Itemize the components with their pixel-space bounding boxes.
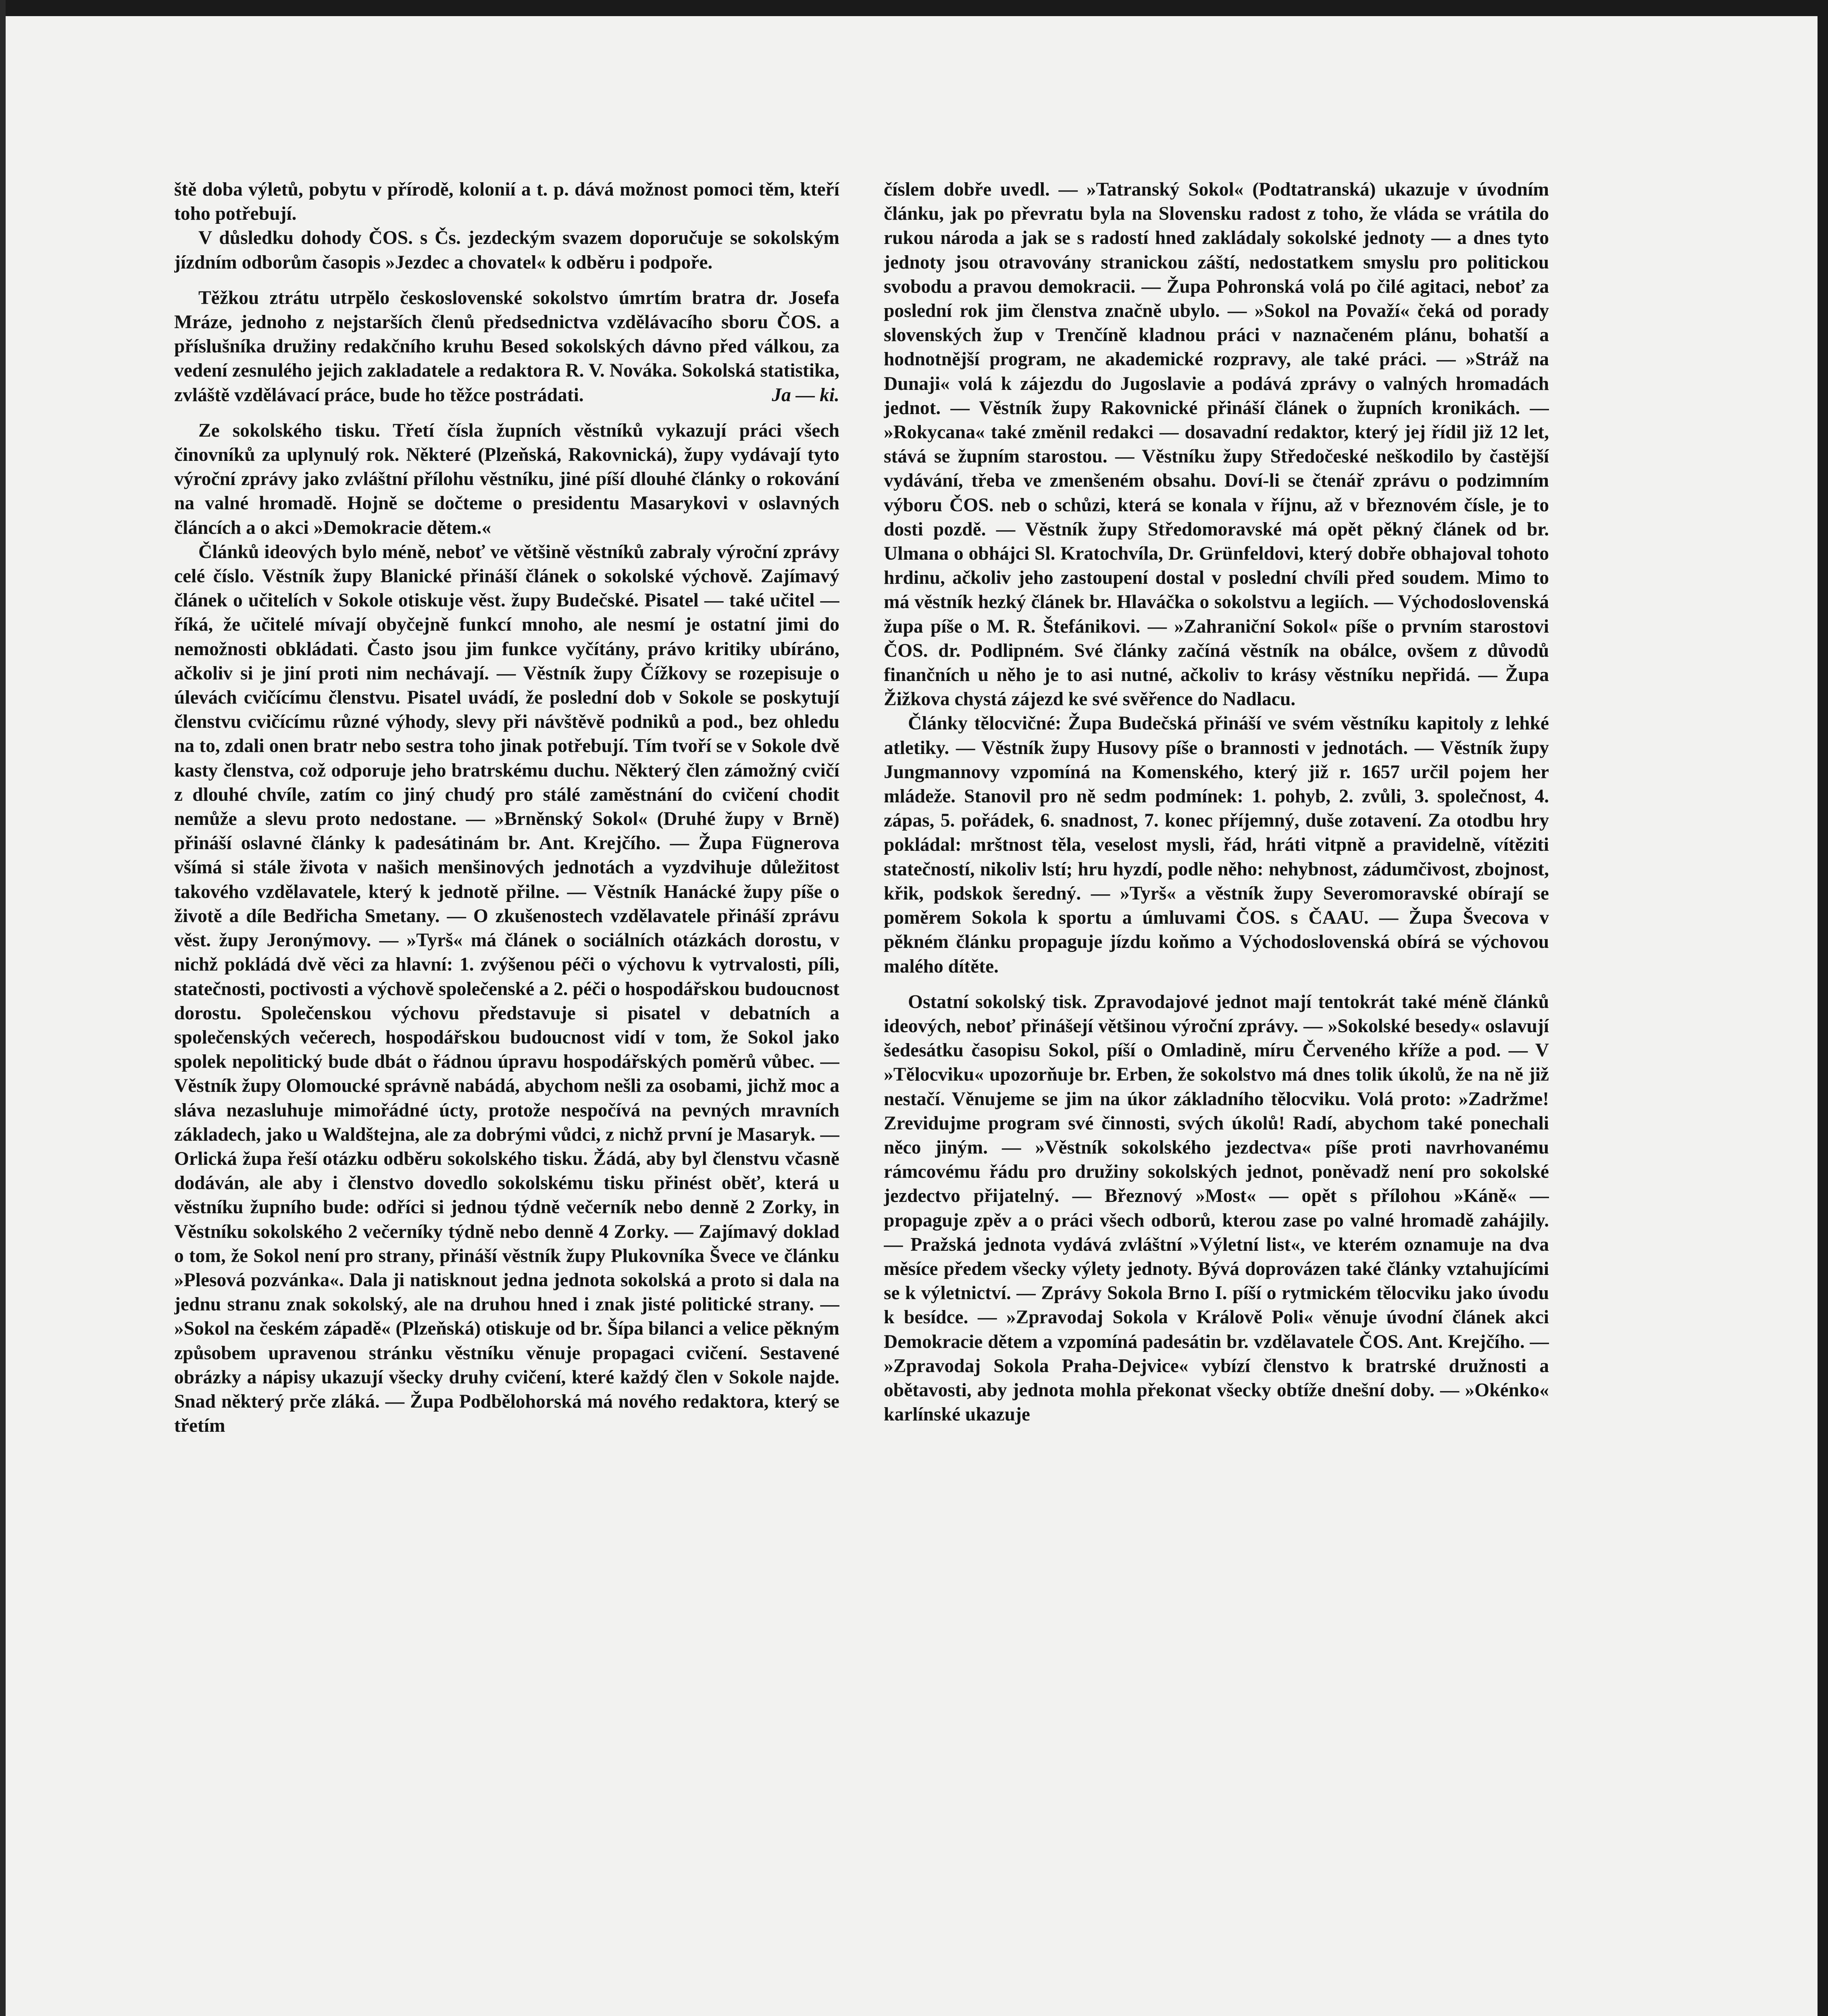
author-signature: Ja — ki.	[772, 384, 839, 406]
paragraph	[174, 286, 839, 407]
paragraph: Ze sokolského tisku. Třetí čísla župních věstníků vykazují práci všech činovníků za uplynulý rok. Některé (Plzeňská, Rakovnická), župy vydávají tyto výroční zprávy jako zvláštní přílohu věstníku, jiné píší dlouhé články o rokování na valné hromadě. Hojně se dočteme o presidentu Masarykovi v oslavných článcích a o akci »Demokracie dětem.«	[174, 420, 839, 538]
left-text-column	[174, 177, 839, 1935]
paragraph: číslem dobře uvedl. — »Tatranský Sokol« (Podtatranská) ukazuje v úvodním článku, jak po převratu byla na Slovensku radost z toho, že vláda se vrátila do rukou národa a jak se s radostí hned zakládaly sokolské jednoty — a dnes tyto jednoty jsou otravovány stranickou záští, nedostatkem smyslu pro politickou svobodu a pravou demokracii. — Župa Pohronská volá po čilé agitaci, neboť za poslední rok jim členstva značně ubylo. — »Sokol na Považí« čeká od porady slovenských žup v Trenčíně kladnou práci v naznačeném plánu, bohatší a hodnotnější program, ne akademické rozpravy, ale také práci. — »Stráž na Dunaji« volá k zájezdu do Jugoslavie a podává zprávy o valných hromadách jednot. — Věstník župy Rakovnické přináší článek o župních kronikách. — »Rokycana« také změnil redakci — dosavadní redaktor, který jej řídil již 12 let, stává se župním starostou. — Věstníku župy Středočeské neškodilo by častější vydávání, třeba ve zmenšeném obsahu. Doví-li se čtenář zprávu o podzimním výboru ČOS. neb o schůzi, která se konala v říjnu, až v březnovém čísle, je to dosti pozdě. — Věstník župy Středomoravské má opět pěkný článek od br. Ulmana o obhájci Sl. Kratochvíla, Dr. Grünfeldovi, který dobře obhajoval tohoto hrdinu, ačkoliv jeho zastoupení dostal v poslední chvíli před soudem. Mimo to má věstník hezký článek br. Hlaváčka o sokolstvu a legiích. — Východoslovenská župa píše o M. R. Štefánikovi. — »Zahraniční Sokol« píše o prvním starostovi ČOS. dr. Podlipném. Své články začíná věstník na obálce, ovšem z důvodů finančních u něho je to asi nutné, ačkoliv to krásy věstníku nepřidá. — Župa Žižkova chystá zájezd ke své svěřence do Nadlacu.	[884, 179, 1549, 710]
scan-border-left	[0, 0, 6, 2016]
paragraph-text: Těžkou ztrátu utrpělo československé sokolstvo úmrtím bratra dr. Josefa Mráze, jednoho z nejstarších členů předsednictva vzdělávacího sboru ČOS. a příslušníka družiny redakčního kruhu Besed sokolských dávno před válkou, za vedení zesnulého jejich zakladatele a redaktora R. V. Nováka. Sokolská statistika, zvláště vzdělávací práce, bude ho těžce postrádati.	[174, 287, 839, 406]
right-text-column	[884, 177, 1549, 1935]
paragraph: Články tělocvičné: Župa Budečská přináší ve svém věstníku kapitoly z lehké atletiky. — Věstník župy Husovy píše o brannosti v jednotách. — Věstník župy Jungmannovy vzpomíná na Komenského, který již r. 1657 určil pojem her mládeže. Stanovil pro ně sedm podmínek: 1. pohyb, 2. zvůli, 3. společnost, 4. zápas, 5. pořádek, 6. snadnost, 7. konec příjemný, duše zotavení. Za otodbu hry pokládal: mrštnost těla, veselost mysli, řád, hráti vitpně a pravidelně, vítěziti statečností, nikoliv lstí; hru hyzdí, podle něho: nehybnost, zádumčivost, zbojnost, křik, podskok šeredný. — »Tyrš« a věstník župy Severomoravské obírají se poměrem Sokola k sportu a úmluvami ČOS. s ČAAU. — Župa Švecova v pěkném článku propaguje jízdu koňmo a Východoslovenská obírá se výchovou malého dítěte.	[884, 713, 1549, 977]
scan-border-right	[1818, 0, 1828, 2016]
paragraph: ště doba výletů, pobytu v přírodě, kolonií a t. p. dává možnost pomoci těm, kteří toho potřebují.	[174, 179, 839, 225]
paragraph: Článků ideových bylo méně, neboť ve většině věstníků zabraly výroční zprávy celé číslo. Věstník župy Blanické přináší článek o sokolské výchově. Zajímavý článek o učitelích v Sokole otiskuje věst. župy Budečské. Pisatel — také učitel — říká, že učitelé mívají obyčejně funkcí mnoho, ale nesmí je ostatní jimi do nemožnosti obkládati. Často jsou jim funkce vyčítány, právo kritiky ubíráno, ačkoliv si je jiní proti nim nechávají. — Věstník župy Čížkovy se rozepisuje o úlevách cvičícímu členstvu. Pisatel uvádí, že poslední dob v Sokole se poskytují členstvu cvičícímu různé výhody, slevy při návštěvě podniků a pod., bez ohledu na to, zdali onen bratr nebo sestra toho jinak potřebují. Tím tvoří se v Sokole dvě kasty členstva, což odporuje jeho bratrskému duchu. Některý člen zámožný cvičí z dlouhé chvíle, zatím co jiný chudý pro stálé zaměstnání do cvičení chodit nemůže a slevu proto nedostane. — »Brněnský Sokol« (Druhé župy v Brně) přináší oslavné články k padesátinám br. Ant. Krejčího. — Župa Fügnerova všímá si stále života v našich menšinových jednotách a vyzdvihuje důležitost takového vzdělavatele, který k jednotě přilne. — Věstník Hanácké župy píše o životě a díle Bedřicha Smetany. — O zkušenostech vzdělavatele přináší zprávu věst. župy Jeronýmovy. — »Tyrš« má článek o sociálních otázkách dorostu, v nichž pokládá dvě věci za hlavní: 1. zvýšenou péči o výchovu k vytrvalosti, píli, statečnosti, poctivosti a výchově společenské a 2. péči o hospodářskou budoucnost dorostu. Společenskou výchovu představuje si pisatel v debatních a společenských večerech, hospodářskou budoucnost vidí v tom, že Sokol jako spolek nepolitický bude dbát o řádnou úpravu hospodářských poměrů vůbec. — Věstník župy Olomoucké správně nabádá, abychom nešli za osobami, jichž moc a sláva nezasluhuje mimořádné úcty, protože nespočívá na pevných mravních základech, jako u Waldštejna, ale za dobrými vůdci, z nichž první je Masaryk. — Orlická župa řeší otázku odběru sokolského tisku. Žádá, aby byl členstvu včasně dodáván, ale aby i členstvo dovedlo sokolskému tisku přinést oběť, která u věstníku župního bude: odříci si jednou týdně večerník nebo denně 2 Zorky, in Věstníku sokolského 2 večerníky týdně nebo denně 4 Zorky. — Zajímavý doklad o tom, že Sokol není pro strany, přináší věstník župy Plukovníka Švece ve článku »Plesová pozvánka«. Dala ji natisknout jedna jednota sokolská a proto si dala na jednu stranu znak sokolský, ale na druhou hned i znak jisté politické strany. — »Sokol na českém západě« (Plzeňská) otiskuje od br. Šípa bilanci a velice pěkným způsobem upravenou stránku věstníku věnuje propagaci cvičení. Sestavené obrázky a nápisy ukazují všecky druhy cvičení, které každý člen v Sokole najde. Snad některý prče zláká. — Župa Podbělohorská má nového redaktora, který se třetím	[174, 541, 839, 1437]
paragraph: Ostatní sokolský tisk. Zpravodajové jednot mají tentokrát také méně článků ideových, neboť přinášejí většinou výroční zprávy. — »Sokolské besedy« oslavují šedesátku časopisu Sokol, píší o Omladině, míru Červeného kříže a pod. — V »Tělocviku« upozorňuje br. Erben, že sokolstvo má dnes tolik úkolů, že na ně již nestačí. Věnujeme se jim na úkor základního tělocviku. Volá proto: »Zadržme! Zrevidujme program své činnosti, svých úkolů! Radí, abychom také ponechali něco jiným. — »Věstník sokolského jezdectva« píše proti navrhovanému rámcovému řádu pro družiny sokolských jednot, poněvadž není pro sokolské jezdectvo přijatelný. — Březnový »Most« — opět s přílohou »Káně« — propaguje zpěv a o práci všech odborů, kterou zase po valné hromadě zahájily. — Pražská jednota vydává zvláštní »Výletní list«, ve kterém oznamuje na dva měsíce předem všecky výlety jednoty. Bývá doprovázen také články vztahujícími se k výletnictví. — Zprávy Sokola Brno I. píší o rytmickém tělocviku jako úvodu k besídce. — »Zpravodaj Sokola v Králově Poli« věnuje úvodní článek akci Demokracie dětem a vzpomíná padesátin br. vzdělavatele ČOS. Ant. Krejčího. — »Zpravodaj Sokola Praha-Dejvice« vybízí členstvo k bratrské družnosti a obětavosti, aby jednota mohla překonat všecky obtíže dnešní doby. — »Okénko« karlínské ukazuje	[884, 991, 1549, 1425]
paragraph: V důsledku dohody ČOS. s Čs. jezdeckým svazem doporučuje se sokolským jízdním odborům časopis »Jezdec a chovatel« k odběru i podpoře.	[174, 227, 839, 273]
scan-border-top	[0, 0, 1828, 16]
